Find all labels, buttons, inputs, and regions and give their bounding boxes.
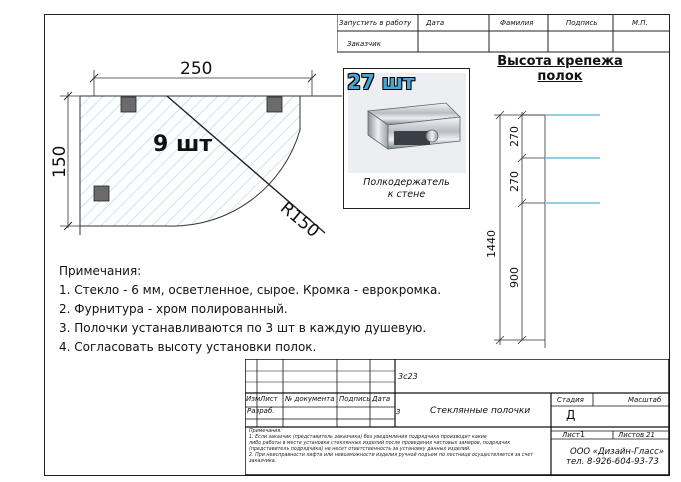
fine-print-line: Примечания:	[249, 429, 282, 434]
heights-title-line2: полок	[537, 69, 583, 84]
company-phone: тел. 8-926-604-93-73	[566, 457, 659, 467]
height-step-2: 270	[508, 171, 521, 192]
holder-square	[94, 186, 109, 201]
col-list: Лист	[260, 395, 278, 403]
sheet-value: 1	[580, 430, 586, 439]
height-dimension: 150	[50, 145, 70, 178]
surname-label: Фамилия	[500, 19, 534, 27]
fine-print-line: 1. Если заказчик (представитель заказчика) без уведомления подрядчика производит какие	[249, 435, 487, 440]
developer-label: Разраб.	[247, 407, 275, 415]
heights-diagram	[480, 100, 620, 350]
radius-label: R150	[276, 198, 323, 242]
col-doc: № документа	[285, 395, 335, 403]
legal-fine-print	[249, 429, 549, 465]
heights-title-line1: Высота крепежа	[497, 54, 623, 69]
signature-label: Подпись	[566, 19, 598, 27]
holder-square	[267, 97, 282, 112]
sheets-value: 21	[646, 431, 655, 439]
holder-quantity-badge: 27 шт	[347, 70, 415, 94]
scale-label: Масштаб	[628, 396, 662, 404]
holder-caption	[344, 177, 469, 201]
note-item: 3. Полочки устанавливаются по 3 шт в каждую душевую.	[59, 321, 427, 335]
height-total: 1440	[485, 230, 498, 258]
stage-value: Д	[566, 408, 576, 422]
note-item: 2. Фурнитура - хром полированный.	[59, 302, 288, 316]
row-digit: 3	[396, 408, 401, 416]
heights-title	[494, 54, 626, 84]
note-item: 4. Согласовать высоту установки полок.	[59, 340, 317, 354]
launch-label: Запустить в работу	[339, 19, 412, 27]
fine-print-line: заказчика.	[249, 459, 277, 464]
fine-print-line: 2. При неисправности лифта или невозможности изделия ручной подъем по лестнице осуществляется за счет	[249, 453, 534, 458]
document-code: 3с23	[398, 372, 418, 381]
col-sign: Подпись	[339, 395, 371, 403]
caption-line-1: Полкодержатель	[363, 177, 450, 188]
fine-print-line: либо работы в месте установки стеклянных изделий после проведения чистовых замеров, подрядчик	[249, 441, 511, 446]
notes-heading: Примечания:	[59, 264, 142, 278]
company-name: ООО «Дизайн-Гласс»	[570, 447, 665, 457]
stage-label: Стадия	[557, 396, 584, 404]
customer-label: Заказчик	[347, 40, 381, 48]
notes	[59, 262, 441, 357]
quantity-label: 9 шт	[153, 132, 213, 157]
mp-label: М.П.	[632, 19, 648, 27]
date-label: Дата	[426, 19, 445, 27]
fine-print-line: (представитель подрядчика) не несет ответственность за установку данных изделий.	[249, 447, 471, 452]
holder-square	[121, 97, 136, 112]
col-date: Дата	[372, 395, 391, 403]
note-item: 1. Стекло - 6 мм, осветленное, сырое. Кромка - еврокромка.	[59, 283, 442, 297]
sheets-label: Листов	[618, 431, 645, 439]
caption-line-2: к стене	[387, 189, 426, 200]
width-dimension: 250	[180, 59, 213, 79]
height-base: 900	[508, 267, 521, 288]
height-step-1: 270	[508, 126, 521, 147]
product-name: Стеклянные полочки	[430, 406, 531, 416]
sheet-label: Лист	[562, 431, 580, 439]
col-izm: Изм	[246, 395, 261, 403]
